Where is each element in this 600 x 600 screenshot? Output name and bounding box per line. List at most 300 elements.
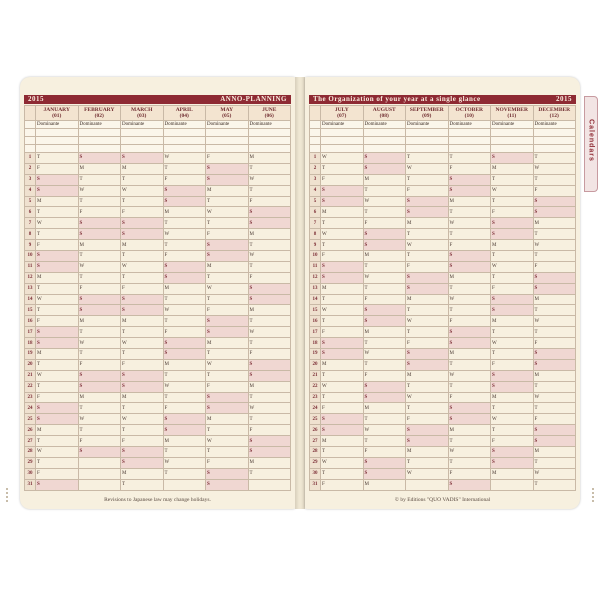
day-cell[interactable] (406, 338, 449, 349)
day-cell[interactable] (533, 153, 576, 164)
day-cell[interactable] (406, 163, 449, 174)
day-cell[interactable] (448, 425, 491, 436)
day-cell[interactable] (363, 272, 406, 283)
day-cell[interactable] (533, 349, 576, 360)
day-cell[interactable] (491, 338, 534, 349)
day-cell[interactable] (491, 436, 534, 447)
day-cell[interactable] (321, 294, 364, 305)
day-cell[interactable] (78, 185, 121, 196)
day-cell[interactable] (533, 381, 576, 392)
dominante-cell[interactable]: Dominante (406, 121, 449, 129)
day-cell[interactable] (78, 359, 121, 370)
day-cell[interactable] (448, 207, 491, 218)
planning-cell[interactable] (163, 145, 206, 153)
day-cell[interactable] (206, 327, 249, 338)
day-cell[interactable] (406, 414, 449, 425)
day-cell[interactable] (491, 207, 534, 218)
day-cell[interactable] (36, 305, 79, 316)
day-cell[interactable] (78, 229, 121, 240)
day-cell[interactable] (121, 251, 164, 262)
day-cell[interactable] (36, 163, 79, 174)
day-cell[interactable] (363, 174, 406, 185)
dominante-cell[interactable]: Dominante (206, 121, 249, 129)
planning-cell[interactable] (163, 137, 206, 145)
day-cell[interactable] (321, 392, 364, 403)
day-cell[interactable] (533, 447, 576, 458)
day-cell[interactable] (321, 283, 364, 294)
day-cell[interactable] (448, 447, 491, 458)
day-cell[interactable] (206, 349, 249, 360)
day-cell[interactable] (36, 359, 79, 370)
day-cell[interactable] (36, 272, 79, 283)
day-cell[interactable] (121, 174, 164, 185)
day-cell[interactable] (163, 185, 206, 196)
day-cell[interactable] (78, 261, 121, 272)
day-cell[interactable] (36, 381, 79, 392)
day-cell[interactable] (248, 305, 291, 316)
day-cell[interactable] (321, 359, 364, 370)
day-cell[interactable] (321, 196, 364, 207)
dominante-cell[interactable]: Dominante (121, 121, 164, 129)
day-cell[interactable] (321, 240, 364, 251)
planning-cell[interactable] (533, 137, 576, 145)
day-cell[interactable] (321, 349, 364, 360)
day-cell[interactable] (448, 251, 491, 262)
day-cell[interactable] (533, 240, 576, 251)
day-cell[interactable] (78, 207, 121, 218)
day-cell[interactable] (121, 392, 164, 403)
day-cell[interactable] (121, 436, 164, 447)
planning-cell[interactable] (448, 145, 491, 153)
day-cell[interactable] (78, 327, 121, 338)
day-cell[interactable] (533, 305, 576, 316)
day-cell[interactable] (363, 229, 406, 240)
day-cell[interactable] (163, 414, 206, 425)
day-cell[interactable] (406, 261, 449, 272)
day-cell[interactable] (163, 349, 206, 360)
day-cell[interactable] (321, 338, 364, 349)
dominante-cell[interactable]: Dominante (491, 121, 534, 129)
day-cell[interactable] (163, 240, 206, 251)
day-cell[interactable] (78, 414, 121, 425)
day-cell[interactable] (163, 403, 206, 414)
day-cell[interactable] (363, 316, 406, 327)
day-cell[interactable] (321, 381, 364, 392)
day-cell[interactable] (163, 174, 206, 185)
day-cell[interactable] (78, 338, 121, 349)
day-cell[interactable] (321, 327, 364, 338)
day-cell[interactable] (36, 479, 79, 490)
day-cell[interactable] (121, 207, 164, 218)
day-cell[interactable] (448, 468, 491, 479)
planning-cell[interactable] (533, 129, 576, 137)
planning-cell[interactable] (321, 129, 364, 137)
day-cell[interactable] (406, 436, 449, 447)
day-cell[interactable] (363, 392, 406, 403)
day-cell[interactable] (163, 294, 206, 305)
planning-cell[interactable] (248, 137, 291, 145)
day-cell[interactable] (78, 392, 121, 403)
day-cell[interactable] (363, 240, 406, 251)
planning-cell[interactable] (406, 137, 449, 145)
day-cell[interactable] (533, 283, 576, 294)
day-cell[interactable] (363, 425, 406, 436)
day-cell[interactable] (248, 338, 291, 349)
day-cell[interactable] (406, 207, 449, 218)
planning-cell[interactable] (206, 145, 249, 153)
day-cell[interactable] (533, 403, 576, 414)
day-cell[interactable] (206, 207, 249, 218)
day-cell[interactable] (206, 185, 249, 196)
day-cell[interactable] (163, 447, 206, 458)
day-cell[interactable] (448, 349, 491, 360)
day-cell[interactable] (406, 403, 449, 414)
planning-cell[interactable] (363, 137, 406, 145)
day-cell[interactable] (533, 251, 576, 262)
day-cell[interactable] (121, 261, 164, 272)
day-cell[interactable] (78, 174, 121, 185)
day-cell[interactable] (363, 349, 406, 360)
day-cell[interactable] (491, 392, 534, 403)
day-cell[interactable] (36, 251, 79, 262)
day-cell[interactable] (36, 447, 79, 458)
day-cell[interactable] (206, 359, 249, 370)
day-cell[interactable] (78, 305, 121, 316)
day-cell[interactable] (448, 381, 491, 392)
planning-cell[interactable] (206, 137, 249, 145)
day-cell[interactable] (163, 381, 206, 392)
day-cell[interactable] (121, 272, 164, 283)
day-cell[interactable] (406, 359, 449, 370)
day-cell[interactable] (406, 370, 449, 381)
day-cell[interactable] (78, 251, 121, 262)
day-cell[interactable] (78, 283, 121, 294)
day-cell[interactable] (78, 349, 121, 360)
day-cell[interactable] (78, 294, 121, 305)
planning-cell[interactable] (78, 129, 121, 137)
day-cell[interactable] (363, 283, 406, 294)
dominante-cell[interactable]: Dominante (448, 121, 491, 129)
planning-cell[interactable] (78, 145, 121, 153)
day-cell[interactable] (78, 163, 121, 174)
day-cell[interactable] (321, 305, 364, 316)
day-cell[interactable] (163, 468, 206, 479)
day-cell[interactable] (363, 251, 406, 262)
day-cell[interactable] (163, 261, 206, 272)
planning-cell[interactable] (121, 137, 164, 145)
planning-cell[interactable] (36, 145, 79, 153)
day-cell[interactable] (533, 338, 576, 349)
day-cell[interactable] (36, 349, 79, 360)
day-cell[interactable] (78, 240, 121, 251)
day-cell[interactable] (36, 196, 79, 207)
planning-cell[interactable] (248, 129, 291, 137)
day-cell[interactable] (248, 261, 291, 272)
day-cell[interactable] (533, 174, 576, 185)
day-cell[interactable] (206, 305, 249, 316)
day-cell[interactable] (163, 316, 206, 327)
day-cell[interactable] (533, 359, 576, 370)
day-cell[interactable] (206, 370, 249, 381)
day-cell[interactable] (406, 174, 449, 185)
day-cell[interactable] (248, 436, 291, 447)
day-cell[interactable] (36, 403, 79, 414)
calendars-tab[interactable] (584, 96, 598, 192)
day-cell[interactable] (163, 436, 206, 447)
day-cell[interactable] (533, 457, 576, 468)
day-cell[interactable] (78, 370, 121, 381)
day-cell[interactable] (206, 218, 249, 229)
day-cell[interactable] (36, 174, 79, 185)
day-cell[interactable] (206, 403, 249, 414)
day-cell[interactable] (206, 436, 249, 447)
day-cell[interactable] (406, 240, 449, 251)
day-cell[interactable] (248, 174, 291, 185)
day-cell[interactable] (491, 305, 534, 316)
day-cell[interactable] (321, 185, 364, 196)
planning-cell[interactable] (248, 145, 291, 153)
day-cell[interactable] (491, 153, 534, 164)
day-cell[interactable] (121, 327, 164, 338)
day-cell[interactable] (121, 425, 164, 436)
planning-cell[interactable] (321, 137, 364, 145)
day-cell[interactable] (406, 447, 449, 458)
day-cell[interactable] (533, 207, 576, 218)
day-cell[interactable] (448, 261, 491, 272)
day-cell[interactable] (121, 316, 164, 327)
day-cell[interactable] (363, 457, 406, 468)
day-cell[interactable] (121, 153, 164, 164)
day-cell[interactable] (78, 403, 121, 414)
day-cell[interactable] (448, 196, 491, 207)
day-cell[interactable] (121, 457, 164, 468)
day-cell[interactable] (363, 305, 406, 316)
day-cell[interactable] (321, 207, 364, 218)
day-cell[interactable] (78, 436, 121, 447)
day-cell[interactable] (78, 425, 121, 436)
day-cell[interactable] (36, 468, 79, 479)
day-cell[interactable] (491, 294, 534, 305)
day-cell[interactable] (363, 447, 406, 458)
day-cell[interactable] (36, 414, 79, 425)
day-cell[interactable] (163, 457, 206, 468)
day-cell[interactable] (406, 425, 449, 436)
day-cell[interactable] (121, 479, 164, 490)
day-cell[interactable] (406, 468, 449, 479)
day-cell[interactable] (78, 447, 121, 458)
day-cell[interactable] (206, 240, 249, 251)
day-cell[interactable] (363, 185, 406, 196)
day-cell[interactable] (363, 403, 406, 414)
day-cell[interactable] (248, 359, 291, 370)
day-cell[interactable] (36, 327, 79, 338)
planning-cell[interactable] (533, 145, 576, 153)
day-cell[interactable] (78, 196, 121, 207)
day-cell[interactable] (321, 370, 364, 381)
planning-cell[interactable] (448, 129, 491, 137)
day-cell[interactable] (36, 294, 79, 305)
day-cell[interactable] (363, 153, 406, 164)
day-cell[interactable] (321, 425, 364, 436)
day-cell[interactable] (121, 414, 164, 425)
day-cell[interactable] (406, 251, 449, 262)
day-cell[interactable] (448, 370, 491, 381)
day-cell[interactable] (36, 207, 79, 218)
day-cell[interactable] (491, 283, 534, 294)
planning-cell[interactable] (491, 145, 534, 153)
day-cell[interactable] (406, 327, 449, 338)
day-cell[interactable] (363, 479, 406, 490)
day-cell[interactable] (491, 218, 534, 229)
day-cell[interactable] (533, 218, 576, 229)
day-cell[interactable] (491, 185, 534, 196)
day-cell[interactable] (248, 392, 291, 403)
day-cell[interactable] (248, 163, 291, 174)
day-cell[interactable] (491, 251, 534, 262)
day-cell[interactable] (248, 425, 291, 436)
day-cell[interactable] (163, 359, 206, 370)
day-cell[interactable] (36, 392, 79, 403)
planning-cell[interactable] (206, 129, 249, 137)
day-cell[interactable] (248, 229, 291, 240)
planning-cell[interactable] (363, 129, 406, 137)
planning-cell[interactable] (36, 129, 79, 137)
day-cell[interactable] (491, 414, 534, 425)
day-cell[interactable] (406, 218, 449, 229)
day-cell[interactable] (448, 283, 491, 294)
day-cell[interactable] (163, 283, 206, 294)
day-cell[interactable] (163, 392, 206, 403)
day-cell[interactable] (491, 359, 534, 370)
day-cell[interactable] (533, 392, 576, 403)
day-cell[interactable] (491, 272, 534, 283)
day-cell[interactable] (406, 272, 449, 283)
day-cell[interactable] (491, 196, 534, 207)
day-cell[interactable] (533, 479, 576, 490)
day-cell[interactable] (121, 349, 164, 360)
day-cell[interactable] (206, 196, 249, 207)
day-cell[interactable] (406, 185, 449, 196)
day-cell[interactable] (448, 316, 491, 327)
day-cell[interactable] (206, 414, 249, 425)
day-cell[interactable] (121, 283, 164, 294)
day-cell[interactable] (163, 218, 206, 229)
day-cell[interactable] (206, 479, 249, 490)
day-cell[interactable] (491, 163, 534, 174)
day-cell[interactable] (321, 229, 364, 240)
day-cell[interactable] (248, 153, 291, 164)
day-cell[interactable] (248, 251, 291, 262)
day-cell[interactable] (78, 153, 121, 164)
day-cell[interactable] (533, 327, 576, 338)
day-cell[interactable] (406, 283, 449, 294)
day-cell[interactable] (163, 251, 206, 262)
day-cell[interactable] (363, 327, 406, 338)
day-cell[interactable] (121, 305, 164, 316)
day-cell[interactable] (206, 272, 249, 283)
day-cell[interactable] (248, 316, 291, 327)
day-cell[interactable] (491, 316, 534, 327)
day-cell[interactable] (121, 447, 164, 458)
planning-cell[interactable] (448, 137, 491, 145)
day-cell[interactable] (533, 425, 576, 436)
day-cell[interactable] (448, 272, 491, 283)
day-cell[interactable] (491, 425, 534, 436)
day-cell[interactable] (363, 163, 406, 174)
day-cell[interactable] (248, 447, 291, 458)
planning-cell[interactable] (163, 129, 206, 137)
day-cell[interactable] (448, 359, 491, 370)
day-cell[interactable] (363, 261, 406, 272)
day-cell[interactable] (491, 447, 534, 458)
day-cell[interactable] (36, 425, 79, 436)
planning-cell[interactable] (321, 145, 364, 153)
day-cell[interactable] (248, 196, 291, 207)
day-cell[interactable] (533, 370, 576, 381)
day-cell[interactable] (448, 479, 491, 490)
day-cell[interactable] (248, 414, 291, 425)
day-cell[interactable] (406, 457, 449, 468)
day-cell[interactable] (448, 153, 491, 164)
day-cell[interactable] (533, 468, 576, 479)
day-cell[interactable] (321, 436, 364, 447)
day-cell[interactable] (121, 240, 164, 251)
day-cell[interactable] (206, 294, 249, 305)
day-cell[interactable] (321, 403, 364, 414)
day-cell[interactable] (121, 370, 164, 381)
day-cell[interactable] (121, 294, 164, 305)
day-cell[interactable] (36, 153, 79, 164)
day-cell[interactable] (363, 370, 406, 381)
day-cell[interactable] (248, 294, 291, 305)
day-cell[interactable] (491, 457, 534, 468)
day-cell[interactable] (533, 261, 576, 272)
day-cell[interactable] (533, 414, 576, 425)
day-cell[interactable] (78, 381, 121, 392)
day-cell[interactable] (163, 229, 206, 240)
day-cell[interactable] (321, 174, 364, 185)
day-cell[interactable] (533, 229, 576, 240)
day-cell[interactable] (206, 425, 249, 436)
day-cell[interactable] (491, 468, 534, 479)
day-cell[interactable] (206, 163, 249, 174)
day-cell[interactable] (78, 272, 121, 283)
day-cell[interactable] (78, 316, 121, 327)
day-cell[interactable] (448, 305, 491, 316)
day-cell[interactable] (406, 305, 449, 316)
day-cell[interactable] (248, 240, 291, 251)
day-cell[interactable] (36, 436, 79, 447)
day-cell[interactable] (248, 272, 291, 283)
day-cell[interactable] (448, 457, 491, 468)
day-cell[interactable] (36, 370, 79, 381)
day-cell[interactable] (206, 468, 249, 479)
day-cell[interactable] (206, 229, 249, 240)
day-cell[interactable] (206, 392, 249, 403)
dominante-cell[interactable]: Dominante (36, 121, 79, 129)
planning-cell[interactable] (406, 129, 449, 137)
day-cell[interactable] (363, 218, 406, 229)
day-cell[interactable] (406, 392, 449, 403)
day-cell[interactable] (533, 196, 576, 207)
day-cell[interactable] (36, 185, 79, 196)
planning-cell[interactable] (121, 145, 164, 153)
day-cell[interactable] (491, 403, 534, 414)
day-cell[interactable] (406, 381, 449, 392)
day-cell[interactable] (406, 294, 449, 305)
day-cell[interactable] (448, 240, 491, 251)
day-cell[interactable] (248, 185, 291, 196)
